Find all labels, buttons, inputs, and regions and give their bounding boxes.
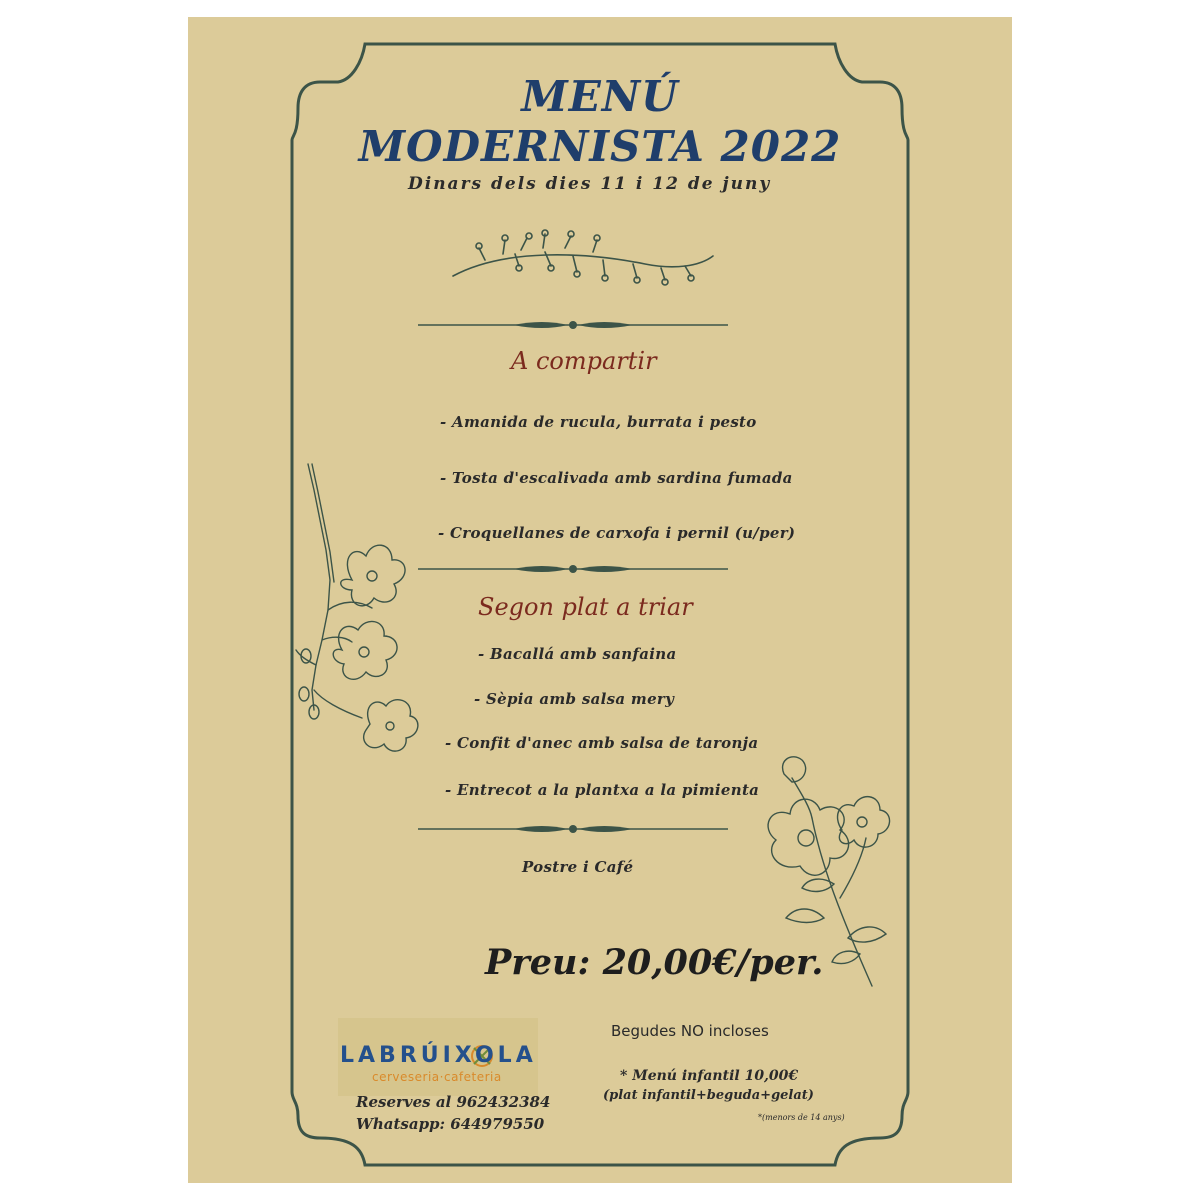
almond-blossom-icon — [292, 460, 432, 770]
kids-menu-price: * Menú infantil 10,00€ — [620, 1068, 799, 1084]
divider-ornament-icon — [418, 318, 728, 332]
menu-item: - Tosta d'escalivada amb sardina fumada — [440, 469, 793, 487]
branch-ornament-icon — [445, 228, 725, 292]
menu-title-line1: MENÚ — [521, 72, 679, 121]
whatsapp-phone: Whatsapp: 644979550 — [356, 1115, 545, 1133]
dessert-line: Postre i Café — [522, 858, 634, 876]
menu-item: - Croquellanes de carxofa i pernil (u/per) — [438, 524, 796, 542]
menu-item: - Bacallá amb sanfaina — [478, 645, 677, 663]
menu-item: - Sèpia amb salsa mery — [474, 690, 675, 708]
kids-menu-details: (plat infantil+beguda+gelat) — [603, 1088, 814, 1103]
logo-name: LABRÚIXOLA — [340, 1043, 537, 1068]
menu-item: - Entrecot a la plantxa a la pimienta — [445, 781, 760, 799]
divider-ornament-icon — [418, 822, 728, 836]
section-heading-starters: A compartir — [511, 347, 657, 375]
logo-tagline: cerveseria·cafeteria — [372, 1070, 502, 1084]
kids-menu-footnote: *(menors de 14 anys) — [758, 1113, 845, 1122]
menu-item: - Amanida de rucula, burrata i pesto — [440, 413, 757, 431]
reservations-phone: Reserves al 962432384 — [356, 1093, 551, 1111]
section-heading-mains: Segon plat a triar — [478, 593, 693, 621]
menu-item: - Confit d'anec amb salsa de taronja — [445, 734, 759, 752]
price-label: Preu: 20,00€/per. — [485, 942, 824, 983]
divider-ornament-icon — [418, 562, 728, 576]
menu-subtitle: Dinars dels dies 11 i 12 de juny — [408, 174, 772, 194]
menu-title-line2: MODERNISTA 2022 — [358, 122, 842, 171]
drinks-note: Begudes NO incloses — [611, 1022, 769, 1040]
